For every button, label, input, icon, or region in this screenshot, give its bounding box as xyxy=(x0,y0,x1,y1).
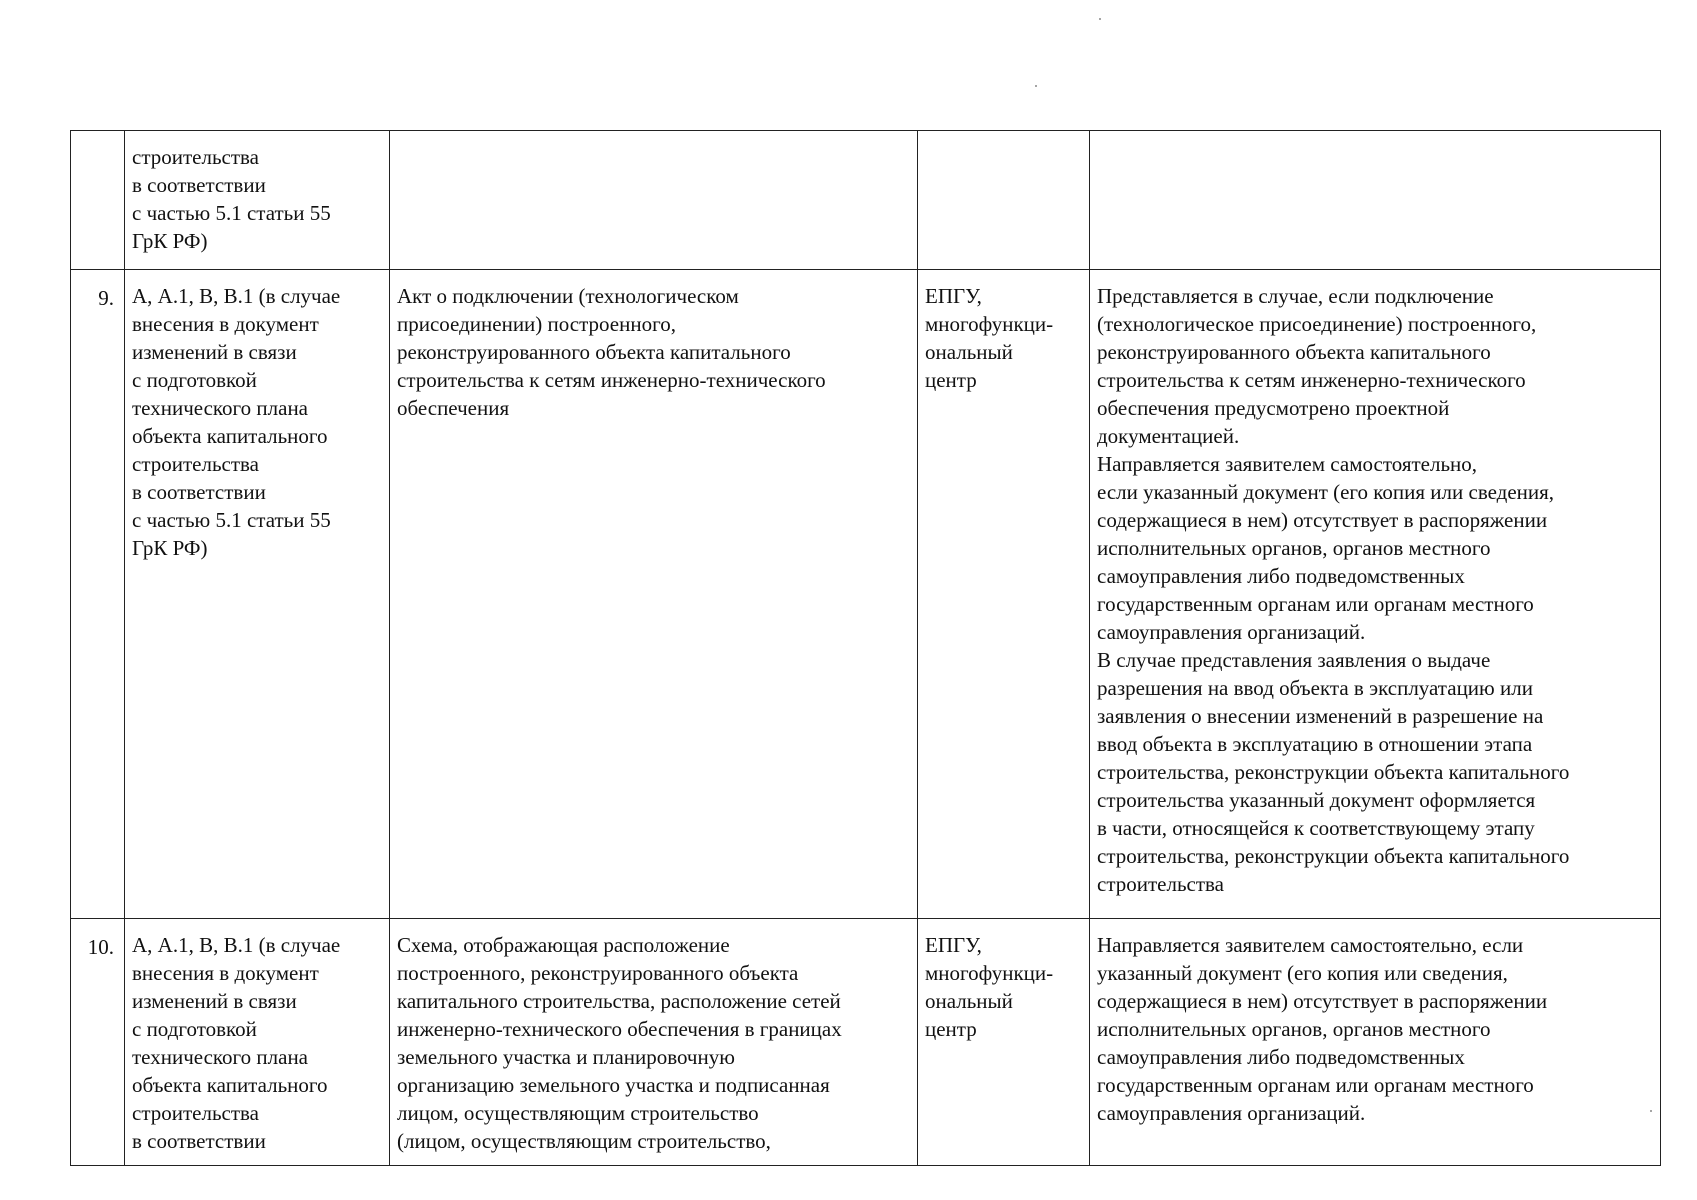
text-line: Схема, отображающая расположение xyxy=(397,933,730,957)
text-line: ональный xyxy=(925,340,1013,364)
text-line: ЕПГУ, xyxy=(925,933,982,957)
text-line: разрешения на ввод объекта в эксплуатацию или xyxy=(1097,676,1533,700)
text-line: если указанный документ (его копия или сведения, xyxy=(1097,480,1555,504)
text-line: изменений в связи xyxy=(132,989,297,1013)
text-line: самоуправления организаций. xyxy=(1097,1101,1366,1125)
table-row xyxy=(71,131,1661,270)
text-line: самоуправления либо подведомственных xyxy=(1097,564,1465,588)
text-line: ЕПГУ, xyxy=(925,284,982,308)
text-line: исполнительных органов, органов местного xyxy=(1097,536,1491,560)
row-number: 10. xyxy=(71,919,125,1166)
text-line: ГрК РФ) xyxy=(132,536,208,560)
table-row xyxy=(71,919,1661,1166)
text-line: строительства указанный документ оформляется xyxy=(1097,788,1536,812)
submission-method-cell xyxy=(918,270,1090,919)
scan-speck xyxy=(1035,85,1037,87)
text-line: самоуправления организаций. xyxy=(1097,620,1366,644)
text-line: объекта капитального xyxy=(132,424,328,448)
text-line: технического плана xyxy=(132,1045,308,1069)
submission-method-cell xyxy=(918,919,1090,1166)
text-line: обеспечения предусмотрено проектной xyxy=(1097,396,1450,420)
text-line: с подготовкой xyxy=(132,1017,257,1041)
text-line: строительства xyxy=(132,1101,260,1125)
text-line: технического плана xyxy=(132,396,308,420)
submission-method-cell xyxy=(918,131,1090,270)
text-line: государственным органам или органам местного xyxy=(1097,1073,1534,1097)
applicant-category-cell xyxy=(125,131,390,270)
document-name-cell xyxy=(390,131,918,270)
text-line: объекта капитального xyxy=(132,1073,328,1097)
text-line: самоуправления либо подведомственных xyxy=(1097,1045,1465,1069)
note-cell xyxy=(1090,131,1661,270)
text-line: строительства, реконструкции объекта капитального xyxy=(1097,844,1570,868)
text-line: многофункци- xyxy=(925,312,1054,336)
text-line: реконструированного объекта капитального xyxy=(397,340,791,364)
document-name-cell xyxy=(390,919,918,1166)
text-line: указанный документ (его копия или сведения, xyxy=(1097,961,1508,985)
text-line: центр xyxy=(925,1017,977,1041)
text-line: земельного участка и планировочную xyxy=(397,1045,735,1069)
text-line: построенного, реконструированного объекта xyxy=(397,961,799,985)
text-line: лицом, осуществляющим строительство xyxy=(397,1101,759,1125)
text-line: в соответствии xyxy=(132,480,266,504)
text-line: заявления о внесении изменений в разрешение на xyxy=(1097,704,1544,728)
text-line: (лицом, осуществляющим строительство, xyxy=(397,1129,771,1153)
row-number: 9. xyxy=(71,270,125,919)
text-line: в соответствии xyxy=(132,1129,266,1153)
text-line: обеспечения xyxy=(397,396,510,420)
scan-speck xyxy=(1099,18,1101,20)
text-line: организацию земельного участка и подписанная xyxy=(397,1073,830,1097)
text-line: Направляется заявителем самостоятельно, xyxy=(1097,452,1478,476)
text-line: содержащиеся в нем) отсутствует в распоряжении xyxy=(1097,989,1548,1013)
text-line: Акт о подключении (технологическом xyxy=(397,284,739,308)
document-name-cell xyxy=(390,270,918,919)
text-line: (технологическое присоединение) построенного, xyxy=(1097,312,1537,336)
text-line: строительства xyxy=(1097,872,1225,896)
text-line: внесения в документ xyxy=(132,312,319,336)
text-line: в соответствии xyxy=(132,173,266,197)
text-line: реконструированного объекта капитального xyxy=(1097,340,1491,364)
text-line: с подготовкой xyxy=(132,368,257,392)
text-line: документацией. xyxy=(1097,424,1240,448)
text-line: строительства xyxy=(132,145,260,169)
text-line: внесения в документ xyxy=(132,961,319,985)
table-row xyxy=(71,270,1661,919)
text-line: строительства к сетям инженерно-технического xyxy=(1097,368,1526,392)
text-line: В случае представления заявления о выдаче xyxy=(1097,648,1491,672)
text-line: в части, относящейся к соответствующему этапу xyxy=(1097,816,1535,840)
note-cell xyxy=(1090,270,1661,919)
documents-table xyxy=(70,130,1661,1166)
text-line: инженерно-технического обеспечения в границах xyxy=(397,1017,842,1041)
text-line: содержащиеся в нем) отсутствует в распоряжении xyxy=(1097,508,1548,532)
text-line: ввод объекта в эксплуатацию в отношении этапа xyxy=(1097,732,1533,756)
text-line: исполнительных органов, органов местного xyxy=(1097,1017,1491,1041)
text-line: центр xyxy=(925,368,977,392)
text-line: изменений в связи xyxy=(132,340,297,364)
text-line: присоединении) построенного, xyxy=(397,312,676,336)
text-line: строительства к сетям инженерно-технического xyxy=(397,368,826,392)
text-line: с частью 5.1 статьи 55 xyxy=(132,508,331,532)
text-line: капитального строительства, расположение сетей xyxy=(397,989,841,1013)
text-line: строительства, реконструкции объекта капитального xyxy=(1097,760,1570,784)
text-line: многофункци- xyxy=(925,961,1054,985)
text-line: А, А.1, В, В.1 (в случае xyxy=(132,284,341,308)
text-line: А, А.1, В, В.1 (в случае xyxy=(132,933,341,957)
applicant-category-cell xyxy=(125,919,390,1166)
text-line: строительства xyxy=(132,452,260,476)
row-number xyxy=(71,131,125,270)
text-line: с частью 5.1 статьи 55 xyxy=(132,201,331,225)
applicant-category-cell xyxy=(125,270,390,919)
note-cell xyxy=(1090,919,1661,1166)
text-line: ГрК РФ) xyxy=(132,229,208,253)
text-line: ональный xyxy=(925,989,1013,1013)
scan-speck xyxy=(1650,1110,1652,1112)
text-line: Представляется в случае, если подключение xyxy=(1097,284,1494,308)
text-line: государственным органам или органам местного xyxy=(1097,592,1534,616)
text-line: Направляется заявителем самостоятельно, если xyxy=(1097,933,1524,957)
